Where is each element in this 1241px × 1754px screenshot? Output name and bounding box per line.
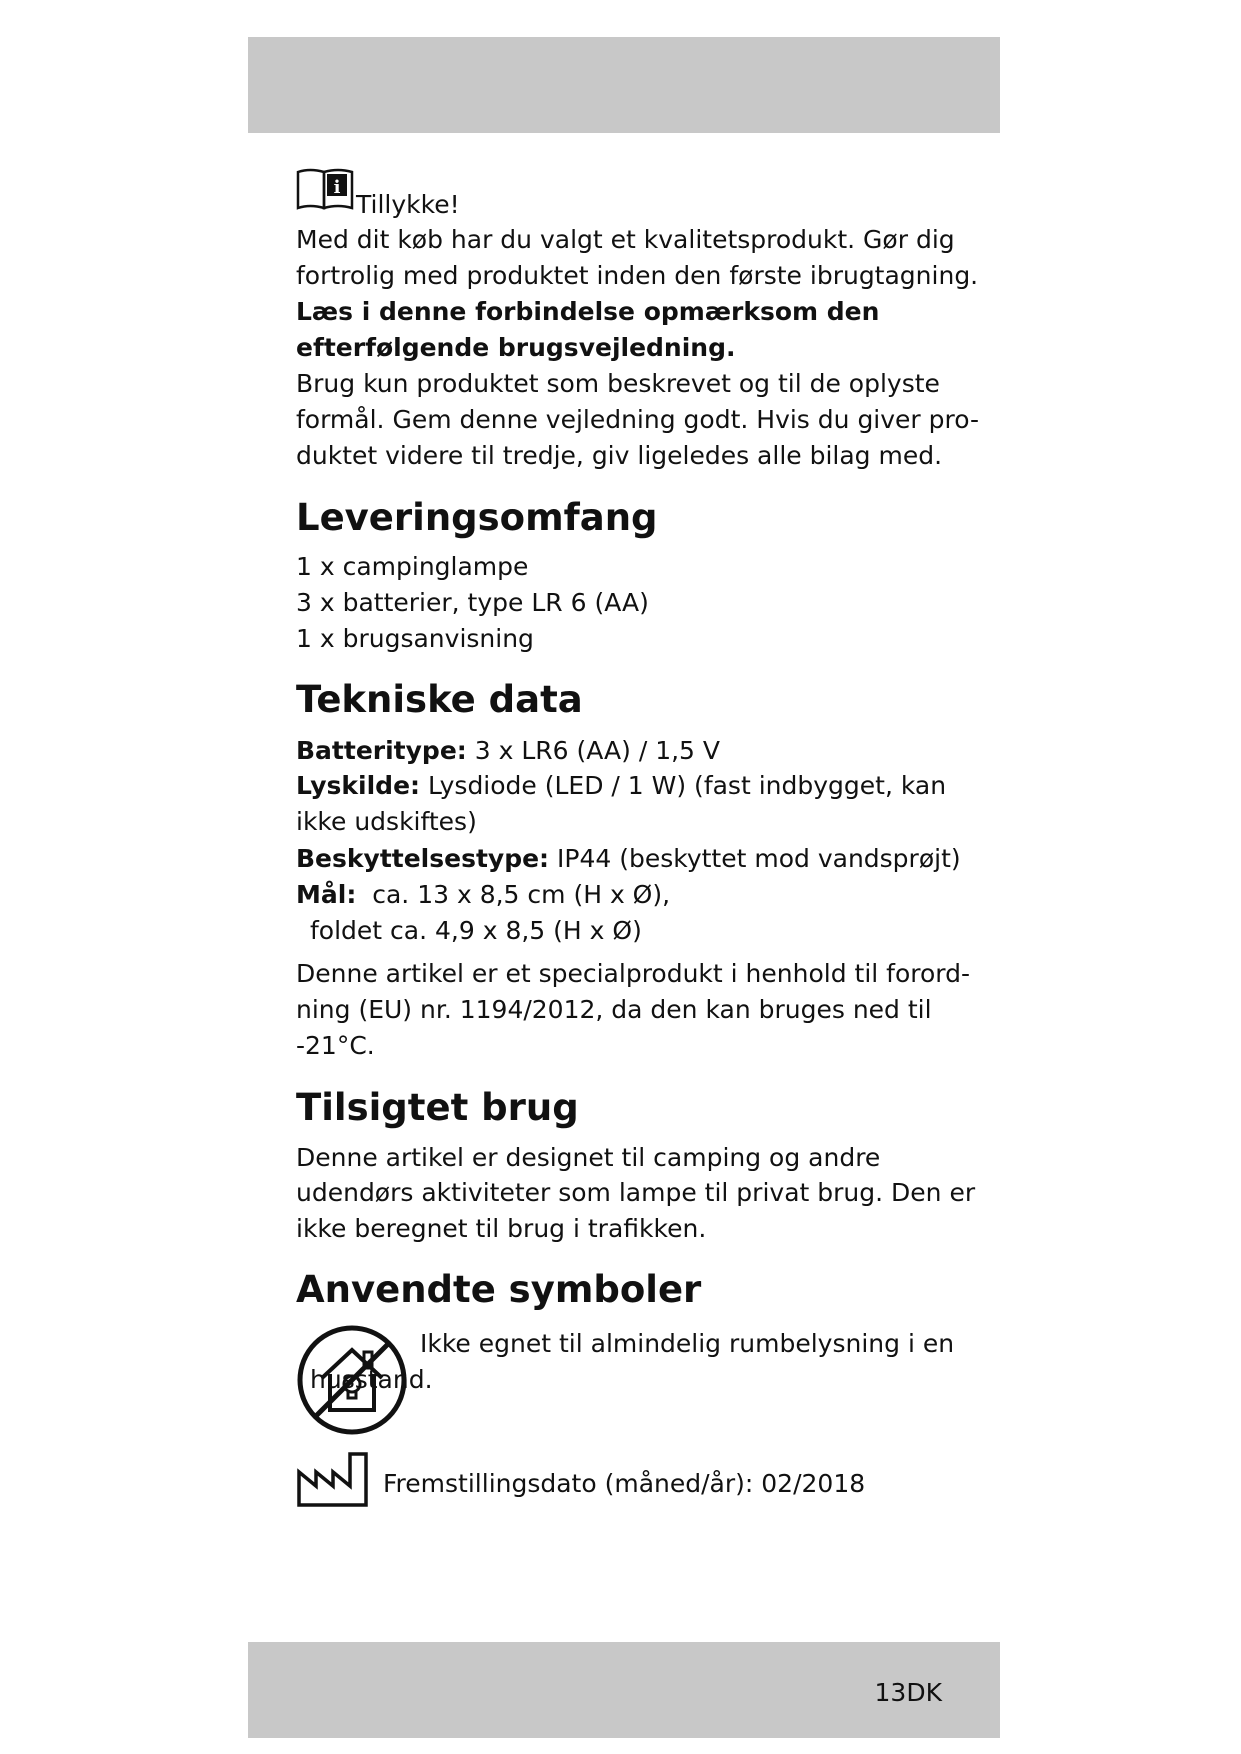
dim-value-cont: foldet ca. 4,9 x 8,5 (H x Ø) [310, 916, 642, 945]
protection-value: IP44 (beskyttet mod vandsprøjt) [557, 844, 961, 873]
intro-line4: formål. Gem denne vejledning godt. Hvis du giver pro- [296, 405, 980, 434]
tech-battery [296, 733, 720, 769]
tech-protection [296, 841, 961, 877]
intro-heading: Tillykke! [356, 190, 460, 219]
dim-label: Mål: [296, 880, 357, 909]
no-household-line1: Ikke egnet til almindelig rumbelysning i en [420, 1329, 955, 1358]
footer-band [248, 1642, 1000, 1738]
dim-value: ca. 13 x 8,5 cm (H x Ø), [372, 880, 671, 909]
svg-text:i: i [333, 177, 341, 198]
intro-bold2: efterfølgende brugsvejledning. [296, 333, 736, 362]
intro-line2: fortrolig med produktet inden den første ibrugtagning. [296, 261, 979, 290]
battery-label: Batteritype: [296, 736, 467, 765]
delivery-item-1: 1 x campinglampe [296, 552, 529, 581]
intro-line1: Med dit køb har du valgt et kvalitetsprodukt. Gør dig [296, 225, 955, 254]
info-book-icon [296, 166, 354, 212]
tech-dimensions [296, 877, 670, 913]
symbols-heading: Anvendte symboler [296, 1268, 702, 1311]
intended-line2: udendørs aktiviteter som lampe til privat brug. Den er [296, 1178, 976, 1207]
delivery-item-2: 3 x batterier, type LR 6 (AA) [296, 588, 649, 617]
intro-bold1: Læs i denne forbindelse opmærksom den [296, 297, 880, 326]
page-number: 13DK [874, 1678, 942, 1707]
battery-value: 3 x LR6 (AA) / 1,5 V [474, 736, 721, 765]
tech-heading: Tekniske data [296, 678, 583, 721]
manufacture-date-icon [296, 1450, 370, 1508]
intended-line3: ikke beregnet til brug i trafikken. [296, 1214, 707, 1243]
manufacture-date: Fremstillingsdato (måned/år): 02/2018 [383, 1469, 866, 1498]
light-value-cont: ikke udskiftes) [296, 807, 477, 836]
intro-line3: Brug kun produktet som beskrevet og til de oplyste [296, 369, 940, 398]
intended-line1: Denne artikel er designet til camping og andre [296, 1143, 881, 1172]
delivery-item-3: 1 x brugsanvisning [296, 624, 534, 653]
header-band [248, 37, 1000, 133]
light-label: Lyskilde: [296, 771, 421, 800]
intro-line5: duktet videre til tredje, giv ligeledes alle bilag med. [296, 441, 943, 470]
light-value: Lysdiode (LED / 1 W) (fast indbygget, kan [427, 771, 947, 800]
tech-note2: ning (EU) nr. 1194/2012, da den kan bruges ned til [296, 995, 932, 1024]
protection-label: Beskyttelsestype: [296, 844, 550, 873]
delivery-heading: Leveringsomfang [296, 496, 658, 539]
tech-light [296, 768, 946, 804]
tech-note1: Denne artikel er et specialprodukt i henhold til forord- [296, 959, 971, 988]
tech-note3: -21°C. [296, 1031, 375, 1060]
no-household-line2: husstand. [310, 1365, 433, 1394]
intended-heading: Tilsigtet brug [296, 1086, 579, 1129]
